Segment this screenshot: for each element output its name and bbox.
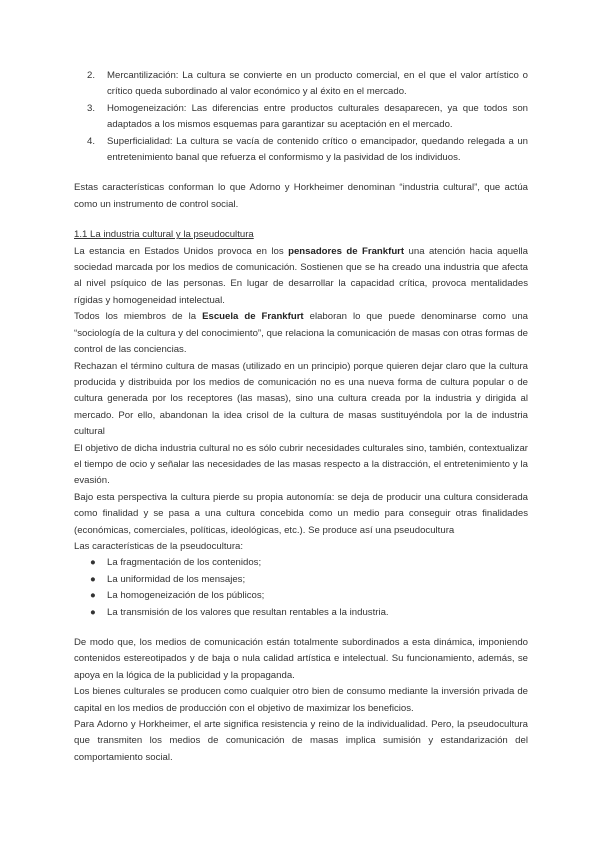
bullet-icon: ●	[90, 606, 96, 618]
paragraph-media-subordination: De modo que, los medios de comunicación están totalmente subordinados a esta dinámica, imponiendo contenidos estereotipados y de baja o nula calidad artística e intelectual. Su funcionamiento, además, se apoya en la lógica de la publicidad y la propaganda.	[74, 637, 528, 681]
bullet-icon: ●	[90, 590, 96, 602]
bullet-icon: ●	[90, 573, 96, 585]
paragraph-perspective: Bajo esta perspectiva la cultura pierde su propia autonomía: se deja de producir una cultura considerada como finalidad y se pasa a una cultura concebida como un medio para conseguir otras finalidades (económicas, comerciales, políticas, ideológicas, etc.). Se produce así una pseudocultura	[74, 491, 528, 536]
list-number: 4.	[87, 135, 96, 147]
list-item	[74, 605, 528, 621]
paragraph-text: La estancia en Estados Unidos provoca en los	[74, 245, 289, 257]
list-number: 2.	[87, 70, 96, 81]
list-item	[74, 101, 528, 134]
list-item	[74, 572, 528, 588]
paragraph-text: elaboran lo que puede denominarse como una “sociología de la cultura y del conocimiento”, que relaciona la comunicación de masas con otras formas de control de las conciencias.	[74, 311, 528, 356]
paragraph-text: una atención hacia aquella sociedad marcada por los medios de comunicación. Sostienen que se ha creado una industria que afecta al nivel psíquico de las personas. En lugar de desarrollar la capacidad crítica, provoca mentalidades rígidas y homogeneidad intelectual.	[74, 245, 528, 306]
list-number: 3.	[87, 102, 96, 114]
list-item-text: La homogeneización de los públicos;	[107, 590, 265, 602]
paragraph-text: Todos los miembros de la	[74, 311, 203, 323]
list-item	[74, 588, 528, 604]
list-item-text: Superficialidad: La cultura se vacía de contenido crítico o emancipador, quedando relegada a un entretenimiento banal que refuerza el conformismo y la pasividad de los individuos.	[107, 135, 528, 164]
paragraph-characteristics-intro: Las características de la pseudocultura:	[74, 540, 244, 552]
numbered-list	[74, 68, 528, 166]
paragraph-art-resistance: Para Adorno y Horkheimer, el arte significa resistencia y reino de la individualidad. Pero, la pseudocultura que transmiten los medios de comunicación de masas implica sumisión y estandarización del comportamiento social.	[74, 719, 528, 763]
page-content	[74, 68, 528, 766]
list-item	[74, 134, 528, 167]
section-heading: 1.1 La industria cultural y la pseudocultura	[74, 229, 254, 241]
intro-paragraph: Estas características conforman lo que Adorno y Horkheimer denominan “industria cultural”, que actúa como un instrumento de control social.	[74, 182, 528, 210]
list-item-text: La uniformidad de los mensajes;	[107, 573, 246, 585]
paragraph-objective: El objetivo de dicha industria cultural no es sólo cubrir necesidades culturales sino, también, contextualizar el tiempo de ocio y señalar las necesidades de las masas respecto a la distracción, el entretenimiento y la evasión.	[74, 442, 528, 487]
bullet-icon: ●	[90, 557, 96, 569]
list-item-text: Mercantilización: La cultura se convierte en un producto comercial, en el que el valor artístico o crítico queda subordinado al valor económico y al éxito en el mercado.	[107, 70, 528, 98]
paragraph-cultural-goods: Los bienes culturales se producen como cualquier otro bien de consumo mediante la inversión privada de capital en los medios de producción con el objetivo de maximizar los beneficios.	[74, 686, 528, 714]
paragraph-mass-culture: Rechazan el término cultura de masas (utilizado en un principio) porque quieren dejar claro que la cultura producida y distribuida por los medios de comunicación no es una nueva forma de cultura popular o de cultura generada por los receptores (las masas), sino una cultura creada por la industria y dirigida al mercado. Por ello, abandonan la idea crisol de la cultura de masas sustituyéndola por la de industria cultural	[74, 360, 528, 438]
paragraph-frankfurt-school	[74, 309, 528, 358]
bold-term: pensadores de Frankfurt	[288, 245, 405, 257]
bullet-list	[74, 555, 528, 621]
list-item	[74, 68, 528, 101]
list-item	[74, 555, 528, 571]
list-item-text: Homogeneización: Las diferencias entre productos culturales desaparecen, ya que todos son adaptados a los mismos esquemas para garantizar su aceptación en el mercado.	[107, 102, 528, 131]
bold-term: Escuela de Frankfurt	[202, 311, 304, 323]
list-item-text: La transmisión de los valores que resultan rentables a la industria.	[107, 606, 389, 618]
paragraph-frankfurt-thinkers	[74, 244, 528, 310]
list-item-text: La fragmentación de los contenidos;	[107, 557, 262, 569]
